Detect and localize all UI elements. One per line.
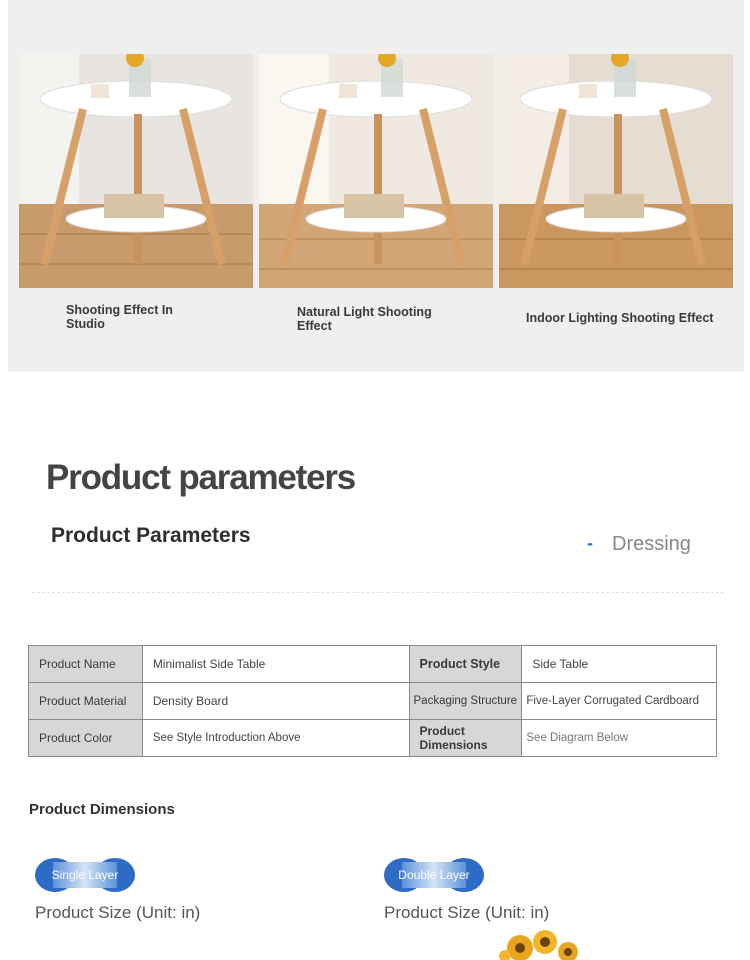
dressing-tag: Dressing [612,533,691,555]
params-subheading: Product Parameters [51,524,251,547]
size-title-single: Product Size (Unit: in) [35,903,201,922]
caption-natural-light: Natural Light Shooting Effect [297,305,432,333]
table-row [29,720,717,757]
dimensions-title: Product Dimensions [29,801,175,818]
param-value: Minimalist Side Table [142,646,409,683]
double-layer-label: Double Layer [398,868,470,882]
param-value: Side Table [522,646,717,683]
param-value: Five-Layer Corrugated Cardboard [522,683,717,720]
photo-gallery [8,0,744,372]
caption-indoor-light: Indoor Lighting Shooting Effect [526,311,714,325]
dash-marker: - [587,533,593,553]
photo-natural-light [259,54,493,288]
param-key: Product Color [29,720,143,757]
single-layer-badge [35,858,135,892]
param-key: Product Material [29,683,143,720]
single-layer-label: Single Layer [51,868,119,882]
param-value: See Diagram Below [522,720,717,757]
sunflower-image [495,928,590,960]
params-heading: Product parameters [46,458,356,497]
divider [32,592,724,593]
param-key: Packaging Structure [409,683,522,720]
photo-studio [19,54,253,288]
param-key: Product Name [29,646,143,683]
double-layer-badge [384,858,484,892]
table-row [29,683,717,720]
caption-studio: Shooting Effect In Studio [66,303,173,331]
param-value: Density Board [142,683,409,720]
photo-indoor-light [499,54,733,288]
param-value: See Style Introduction Above [142,720,409,757]
params-table [28,645,717,757]
param-key: Product Dimensions [409,720,522,757]
table-row [29,646,717,683]
param-key: Product Style [409,646,522,683]
size-title-double: Product Size (Unit: in) [384,903,550,922]
